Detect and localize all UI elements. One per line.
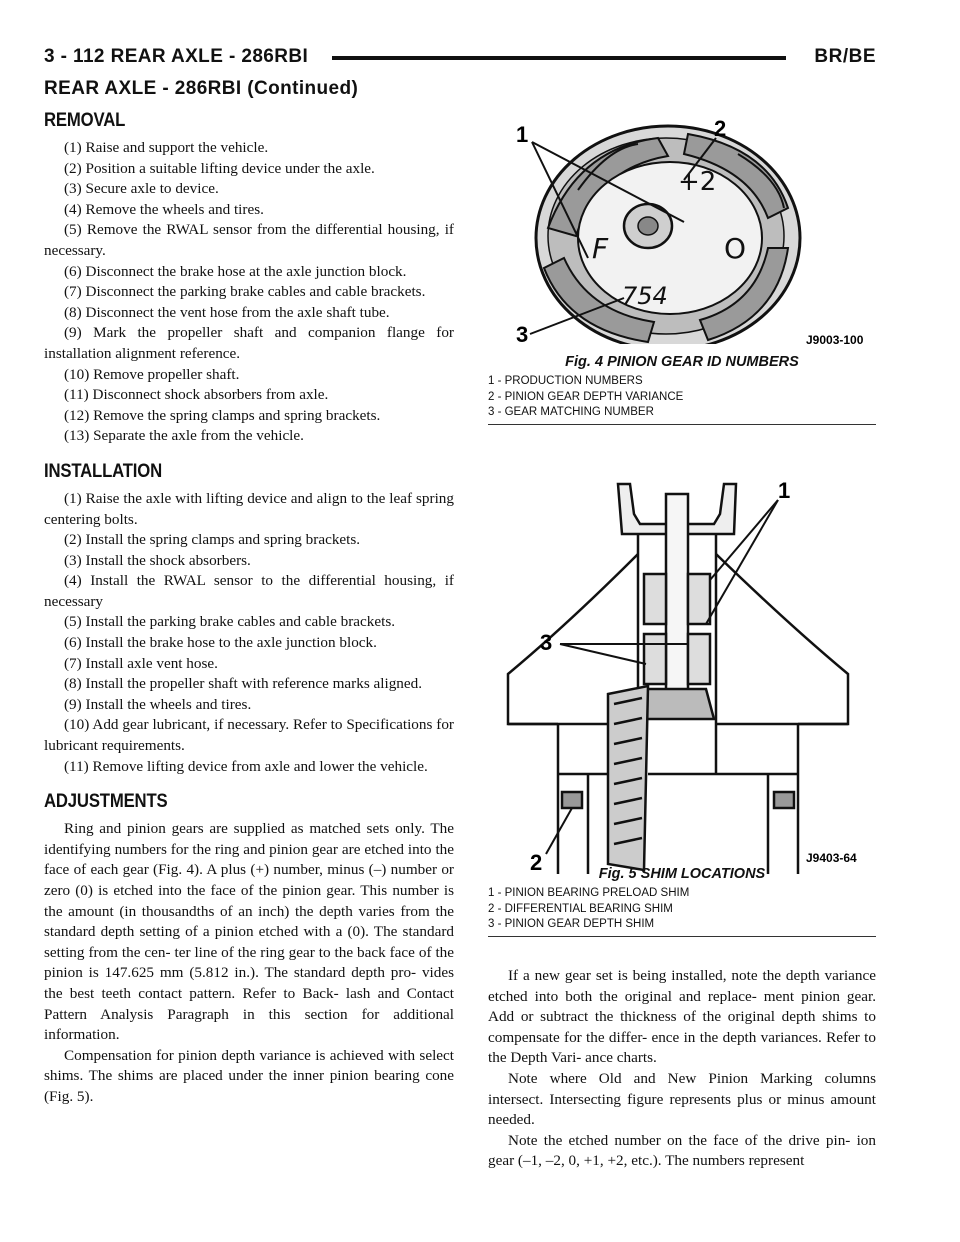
installation-step: (1) Raise the axle with lifting device and align to the leaf spring centering bolts. (44, 489, 454, 528)
body-paragraph: Note where Old and New Pinion Marking columns intersect. Intersecting figure represents plus or minus amount needed. (488, 1069, 876, 1129)
callout-3: 3 (540, 630, 553, 655)
body-paragraph: If a new gear set is being installed, note the depth variance etched into both the original and replace- ment pinion gear. Add or subtract the thickness of the original depth shims to compensate for the differ- ence in the depth variances. Refer to the Depth Vari- ance charts. (488, 967, 876, 1067)
etched-o-mark: O (724, 232, 747, 265)
installation-steps (44, 489, 454, 777)
removal-step: (11) Disconnect shock absorbers from axle. (64, 386, 329, 404)
removal-step: (2) Position a suitable lifting device under the axle. (64, 159, 375, 177)
installation-step: (2) Install the spring clamps and spring brackets. (64, 531, 361, 549)
removal-steps (44, 138, 454, 447)
installation-step: (9) Install the wheels and tires. (64, 695, 252, 713)
callout-1: 1 (778, 478, 791, 503)
right-column-text (488, 966, 876, 1172)
pinion-gear-figure (488, 108, 876, 344)
installation-step: (11) Remove lifting device from axle and lower the vehicle. (64, 757, 428, 775)
installation-step: (5) Install the parking brake cables and cable brackets. (64, 613, 396, 631)
legend-item: 2 - PINION GEAR DEPTH VARIANCE (488, 390, 684, 403)
adjustments-heading: ADJUSTMENTS (44, 791, 168, 813)
page-header (44, 46, 876, 72)
removal-step: (10) Remove propeller shaft. (64, 365, 240, 383)
removal-heading: REMOVAL (44, 110, 126, 131)
installation-step: (4) Install the RWAL sensor to the differential housing, if necessary (44, 572, 454, 610)
legend-item: 3 - GEAR MATCHING NUMBER (488, 406, 654, 418)
adjustments-paragraph: Ring and pinion gears are supplied as matched sets only. The identifying numbers for the ring and pinion gear are etched into the face of each gear (Fig. 4). A plus (+) number, minus (–) number or zero (0) is etched into the face of the pinion gear. This number is the amount (in thousandths of an inch) the depth varies from the standard depth setting of a pinion etched with a (0). The standard setting from the cen- ter line of the ring gear to the back face of the pinion is 147.625 mm (5.812 in.). The standard depth pro- vides the best teeth contact pattern. Refer to Back- lash and Contact Pattern Analysis Paragraph in this section for additional information. (44, 820, 454, 1044)
etched-f-mark: F (592, 232, 609, 265)
installation-step: (7) Install axle vent hose. (64, 654, 218, 672)
shim-locations-illustration (488, 474, 876, 874)
installation-step: (3) Install the shock absorbers. (64, 551, 251, 569)
page-reference: 3 - 112 REAR AXLE - 286RBI (44, 46, 309, 67)
callout-2: 2 (714, 116, 727, 141)
etched-depth-mark: +2 (678, 167, 717, 197)
callout-2: 2 (530, 850, 543, 874)
legend-item: 2 - DIFFERENTIAL BEARING SHIM (488, 902, 673, 915)
callout-1: 1 (516, 122, 529, 147)
installation-heading: INSTALLATION (44, 460, 163, 482)
callout-3: 3 (516, 322, 529, 344)
figure-title: Fig. 4 PINION GEAR ID NUMBERS (565, 354, 799, 370)
model-code: BR/BE (814, 46, 876, 67)
removal-step: (7) Disconnect the parking brake cables and cable brackets. (64, 283, 426, 301)
header-rule (332, 56, 786, 60)
legend-item: 1 - PRODUCTION NUMBERS (488, 375, 643, 387)
removal-step: (5) Remove the RWAL sensor from the differential housing, if necessary. (44, 221, 454, 259)
removal-step: (4) Remove the wheels and tires. (64, 200, 264, 218)
body-paragraph: Note the etched number on the face of the drive pin- ion gear (–1, –2, 0, +1, +2, etc.). The numbers represent (488, 1131, 876, 1170)
removal-step: (12) Remove the spring clamps and spring brackets. (64, 406, 381, 424)
removal-step: (6) Disconnect the brake hose at the axle junction block. (64, 262, 407, 280)
adjustments-paragraph: Compensation for pinion depth variance is achieved with select shims. The shims are placed under the inner pinion bearing cone (Fig. 5). (44, 1046, 454, 1105)
adjustments-body (44, 819, 454, 1107)
removal-step: (9) Mark the propeller shaft and companion flange for installation alignment reference. (44, 324, 454, 362)
installation-step: (6) Install the brake hose to the axle junction block. (64, 634, 377, 652)
installation-step: (8) Install the propeller shaft with reference marks aligned. (64, 675, 423, 693)
removal-step: (1) Raise and support the vehicle. (64, 139, 269, 156)
installation-step: (10) Add gear lubricant, if necessary. Refer to Specifications for lubricant requirements. (44, 716, 454, 755)
etched-matching-number: 754 (622, 282, 668, 310)
left-column (44, 110, 454, 1108)
shim-locations-figure (488, 474, 876, 874)
legend-item: 1 - PINION BEARING PRELOAD SHIM (488, 887, 690, 899)
figure-title: Fig. 5 SHIM LOCATIONS (598, 866, 766, 882)
shim-locations-caption (488, 866, 876, 937)
figure-code: J9003-100 (806, 333, 864, 344)
pinion-gear-illustration (488, 108, 876, 344)
pinion-gear-caption (488, 354, 876, 425)
figure-code: J9403-64 (806, 851, 857, 865)
removal-step: (13) Separate the axle from the vehicle. (64, 427, 304, 445)
removal-step: (8) Disconnect the vent hose from the axle shaft tube. (64, 303, 390, 321)
continued-heading: REAR AXLE - 286RBI (Continued) (44, 78, 359, 99)
legend-item: 3 - PINION GEAR DEPTH SHIM (488, 918, 655, 930)
removal-step: (3) Secure axle to device. (64, 180, 219, 198)
